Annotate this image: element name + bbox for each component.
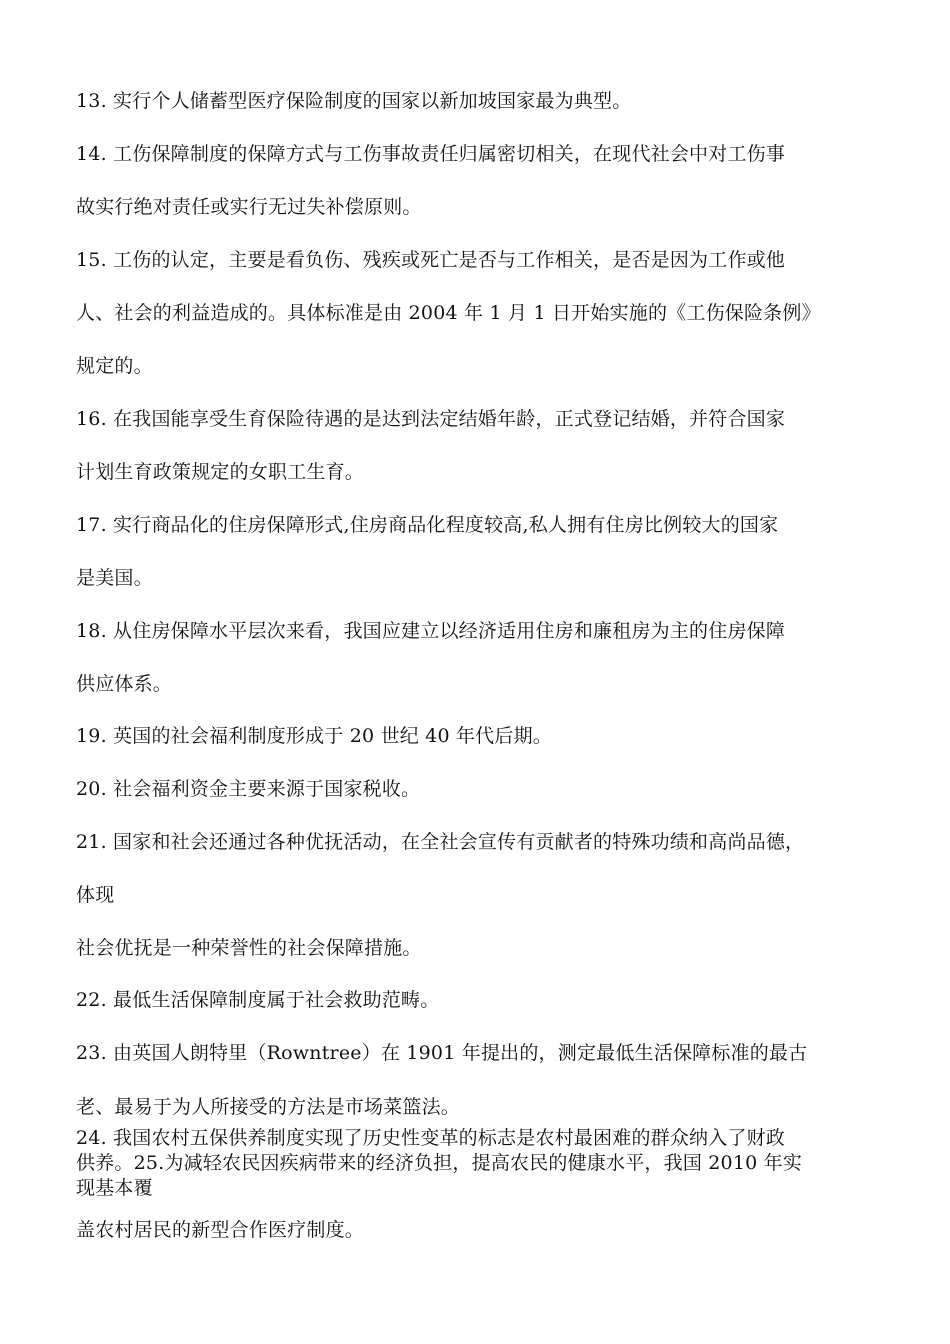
text-line-14b: 故实行绝对责任或实行无过失补偿原则。 <box>76 196 422 218</box>
text-line-17a: 17. 实行商品化的住房保障形式,住房商品化程度较高,私人拥有住房比例较大的国家 <box>76 514 779 536</box>
text-line-13: 13. 实行个人储蓄型医疗保险制度的国家以新加坡国家最为典型。 <box>76 90 632 112</box>
text-line-22: 22. 最低生活保障制度属于社会救助范畴。 <box>76 989 440 1011</box>
text-line-15b: 人、社会的利益造成的。具体标准是由 2004 年 1 月 1 日开始实施的《工伤保险条例》 <box>76 302 821 324</box>
text-line-20: 20. 社会福利资金主要来源于国家税收。 <box>76 778 421 800</box>
text-line-15c: 规定的。 <box>76 355 153 377</box>
text-line-21a: 21. 国家和社会还通过各种优抚活动，在全社会宣传有贡献者的特殊功绩和高尚品德， <box>76 831 805 853</box>
text-line-16b: 计划生育政策规定的女职工生育。 <box>76 461 365 483</box>
text-line-24a: 24. 我国农村五保供养制度实现了历史性变革的标志是农村最困难的群众纳入了财政 <box>76 1127 786 1149</box>
text-line-17b: 是美国。 <box>76 567 153 589</box>
text-line-15a: 15. 工伤的认定，主要是看负伤、残疾或死亡是否与工作相关，是否是因为工作或他 <box>76 249 786 271</box>
text-line-18b: 供应体系。 <box>76 673 173 695</box>
text-line-14a: 14. 工伤保障制度的保障方式与工伤事故责任归属密切相关，在现代社会中对工伤事 <box>76 143 786 165</box>
text-line-21c: 社会优抚是一种荣誉性的社会保障措施。 <box>76 937 422 959</box>
text-line-16a: 16. 在我国能享受生育保险待遇的是达到法定结婚年龄，正式登记结婚，并符合国家 <box>76 408 786 430</box>
text-line-19: 19. 英国的社会福利制度形成于 20 世纪 40 年代后期。 <box>76 725 552 747</box>
text-line-23b: 老、最易于为人所接受的方法是市场菜篮法。 <box>76 1096 461 1118</box>
text-line-25c: 盖农村居民的新型合作医疗制度。 <box>76 1219 365 1241</box>
text-line-21b: 体现 <box>76 884 115 906</box>
text-line-25b: 现基本覆 <box>76 1177 153 1199</box>
text-line-24b-25a: 供养。25.为减轻农民因疾病带来的经济负担，提高农民的健康水平，我国 2010 年实 <box>76 1152 803 1174</box>
text-line-18a: 18. 从住房保障水平层次来看，我国应建立以经济适用住房和廉租房为主的住房保障 <box>76 620 786 642</box>
text-line-23a: 23. 由英国人朗特里（Rowntree）在 1901 年提出的，测定最低生活保障标准的最古 <box>76 1042 808 1064</box>
